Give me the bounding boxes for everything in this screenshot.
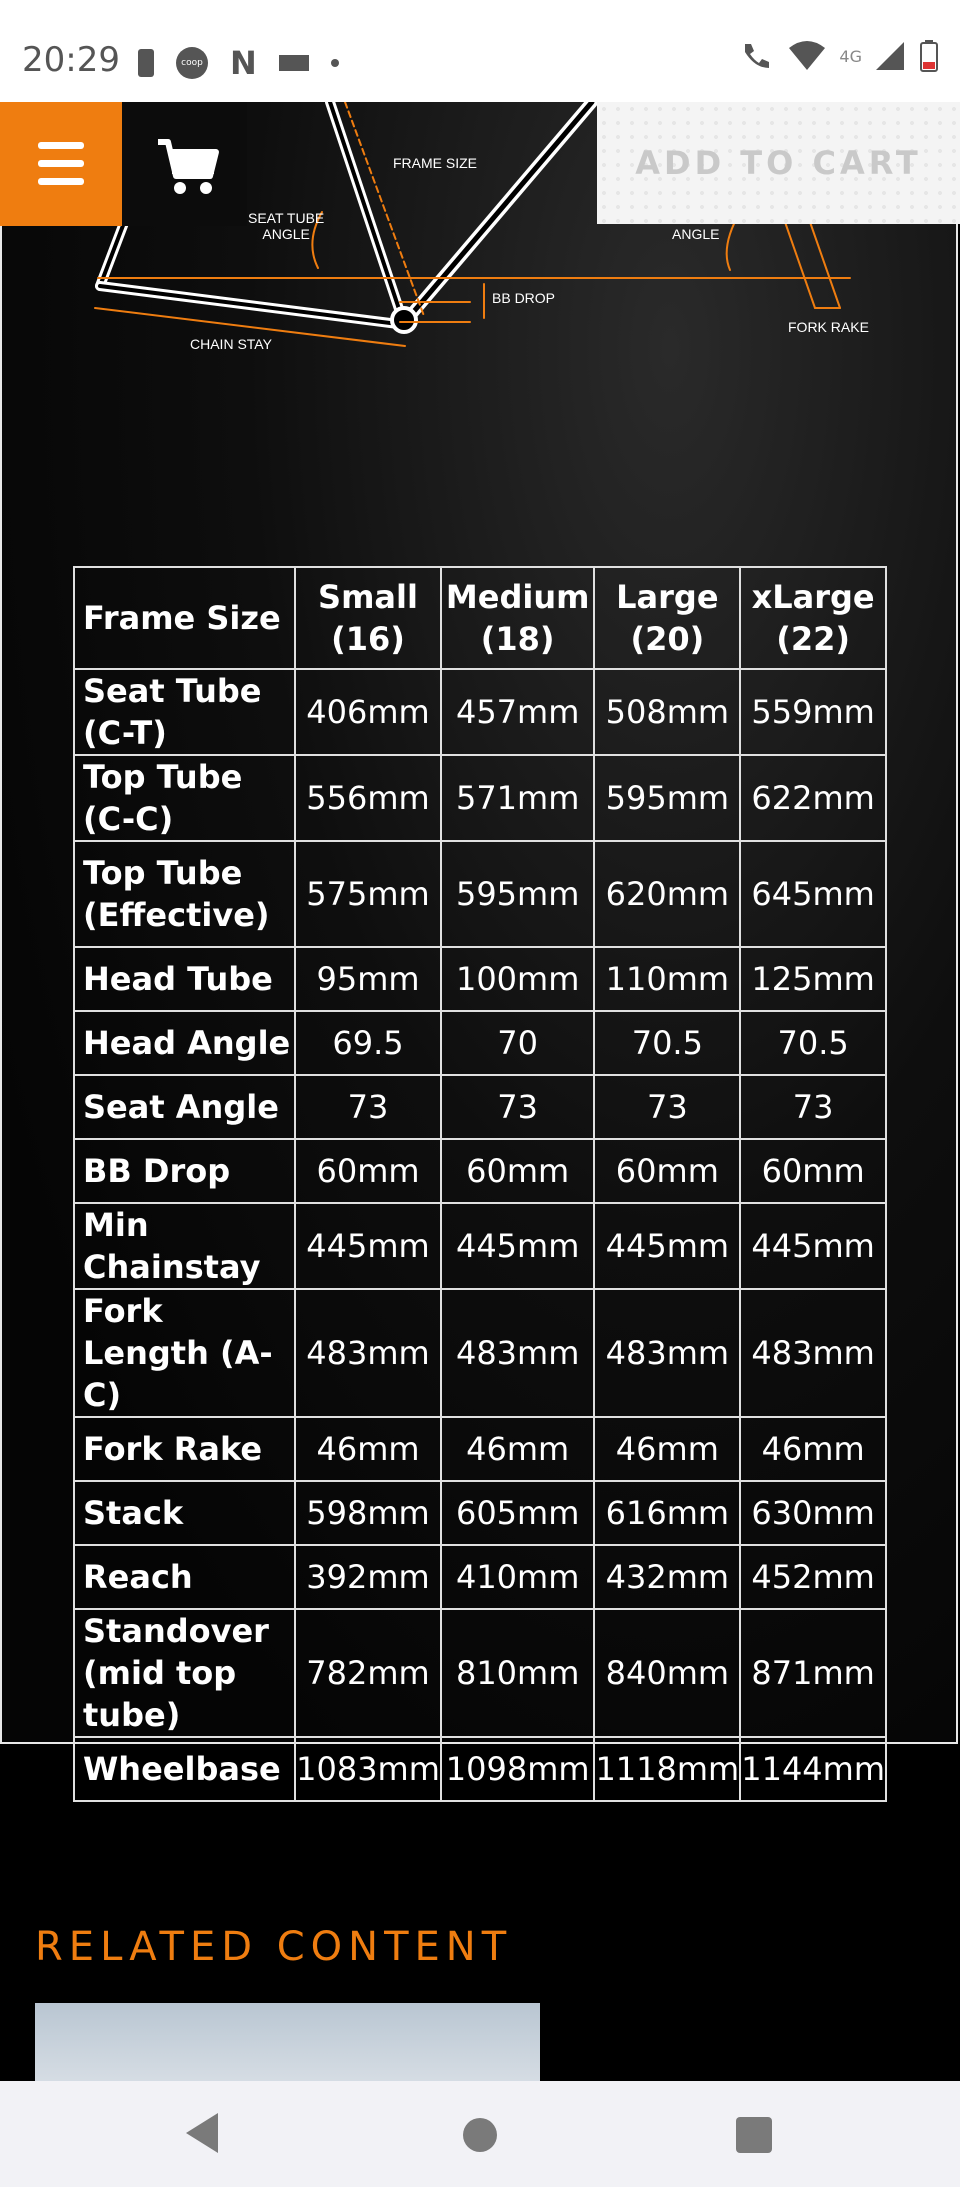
diagram-label-bb-drop: BB DROP [492,290,556,306]
cell-value: 406mm [295,669,441,755]
cell-value: 445mm [441,1203,595,1289]
cell-value: 60mm [295,1139,441,1203]
cell-value: 483mm [441,1289,595,1417]
cell-value: 483mm [740,1289,886,1417]
cell-value: 630mm [740,1481,886,1545]
row-label: Top Tube (C-C) [74,755,295,841]
cell-value: 46mm [441,1417,595,1481]
row-label: Reach [74,1545,295,1609]
cell-value: 559mm [740,669,886,755]
header-xlarge-size: (22) [776,620,850,658]
table-row [74,755,886,841]
table-row [74,1737,886,1801]
table-row [74,1139,886,1203]
row-label: Seat Angle [74,1075,295,1139]
cell-value: 110mm [594,947,740,1011]
cell-value: 60mm [740,1139,886,1203]
cell-value: 595mm [594,755,740,841]
alert-icon [138,49,154,77]
menu-button[interactable] [0,102,122,226]
back-icon[interactable] [186,2113,218,2153]
cell-value: 575mm [295,841,441,947]
header-medium [441,567,595,669]
cell-value: 1144mm [740,1737,886,1801]
row-label: Standover (mid top tube) [74,1609,295,1737]
wifi-icon [789,40,825,72]
table-row [74,1545,886,1609]
cell-value: 46mm [295,1417,441,1481]
cell-value: 46mm [740,1417,886,1481]
geometry-table [73,566,887,1802]
header-medium-size: (18) [480,620,555,658]
cell-value: 508mm [594,669,740,755]
cell-value: 782mm [295,1609,441,1737]
cell-value: 70.5 [594,1011,740,1075]
row-label: Top Tube (Effective) [74,841,295,947]
cell-value: 432mm [594,1545,740,1609]
header-xlarge-name: xLarge [751,578,875,616]
table-row [74,841,886,947]
row-label: Head Tube [74,947,295,1011]
header-large [594,567,740,669]
cards-icon [279,55,309,71]
cell-value: 622mm [740,755,886,841]
header-large-name: Large [616,578,719,616]
diagram-label-chain-stay: CHAIN STAY [190,336,272,352]
cell-value: 73 [740,1075,886,1139]
diagram-label-seat-tube-angle [248,210,324,242]
cell-value: 1118mm [594,1737,740,1801]
cell-value: 616mm [594,1481,740,1545]
n-icon: N [230,44,257,82]
status-time: 20:29 [22,40,120,80]
table-row [74,1289,886,1417]
dot-icon [331,59,339,67]
wifi-call-icon [741,40,775,72]
row-label: Head Angle [74,1011,295,1075]
cell-value: 840mm [594,1609,740,1737]
cell-value: 452mm [740,1545,886,1609]
table-row [74,669,886,755]
cell-value: 70.5 [740,1011,886,1075]
cell-value: 483mm [295,1289,441,1417]
table-row [74,1011,886,1075]
cell-value: 645mm [740,841,886,947]
cell-value: 445mm [740,1203,886,1289]
row-label: Stack [74,1481,295,1545]
table-row [74,1417,886,1481]
diagram-label-head-angle: ANGLE [672,226,720,242]
cell-value: 871mm [740,1609,886,1737]
cell-value: 445mm [295,1203,441,1289]
header-frame-size: Frame Size [74,567,295,669]
header-small-name: Small [318,578,418,616]
row-label: Fork Rake [74,1417,295,1481]
cell-value: 73 [295,1075,441,1139]
recents-icon[interactable] [736,2117,772,2153]
row-label: BB Drop [74,1139,295,1203]
diagram-label-seat-tube-angle-word: ANGLE [262,226,310,242]
table-row [74,1075,886,1139]
notification-icons [138,44,339,82]
cell-value: 392mm [295,1545,441,1609]
cell-value: 1098mm [441,1737,595,1801]
home-icon[interactable] [463,2118,497,2152]
cell-value: 483mm [594,1289,740,1417]
header-small-size: (16) [331,620,405,658]
coop-icon: coop [176,47,208,79]
row-label: Wheelbase [74,1737,295,1801]
cell-value: 571mm [441,755,595,841]
add-to-cart-button[interactable]: ADD TO CART [597,102,960,224]
cell-value: 620mm [594,841,740,947]
cell-value: 445mm [594,1203,740,1289]
cart-button[interactable] [122,102,247,226]
cell-value: 60mm [441,1139,595,1203]
header-large-size: (20) [630,620,705,658]
diagram-label-seat-tube: SEAT TUBE [248,210,325,226]
status-bar [0,0,960,102]
battery-icon [920,40,938,72]
cell-value: 1083mm [295,1737,441,1801]
header-medium-name: Medium [445,578,590,616]
system-icons [741,40,938,72]
cell-value: 595mm [441,841,595,947]
table-row [74,947,886,1011]
cell-value: 46mm [594,1417,740,1481]
related-content-heading: RELATED CONTENT [35,1924,513,1970]
network-type: 4G [839,46,862,66]
cell-value: 556mm [295,755,441,841]
cell-value: 69.5 [295,1011,441,1075]
cell-value: 95mm [295,947,441,1011]
related-content-thumbnail[interactable] [35,2003,540,2083]
table-row [74,1203,886,1289]
signal-icon [876,40,906,72]
header-small [295,567,441,669]
cell-value: 410mm [441,1545,595,1609]
diagram-label-fork-rake: FORK RAKE [788,319,869,335]
cell-value: 60mm [594,1139,740,1203]
cell-value: 457mm [441,669,595,755]
navigation-bar [0,2081,960,2187]
table-row [74,1609,886,1737]
cell-value: 73 [441,1075,595,1139]
row-label: Fork Length (A-C) [74,1289,295,1417]
cell-value: 125mm [740,947,886,1011]
row-label: Min Chainstay [74,1203,295,1289]
row-label: Seat Tube (C-T) [74,669,295,755]
diagram-label-frame-size: FRAME SIZE [393,155,478,171]
header-xlarge [740,567,886,669]
table-row [74,1481,886,1545]
cell-value: 70 [441,1011,595,1075]
cell-value: 605mm [441,1481,595,1545]
cell-value: 100mm [441,947,595,1011]
cart-icon [122,102,247,226]
cell-value: 810mm [441,1609,595,1737]
table-header-row [74,567,886,669]
cell-value: 73 [594,1075,740,1139]
cell-value: 598mm [295,1481,441,1545]
